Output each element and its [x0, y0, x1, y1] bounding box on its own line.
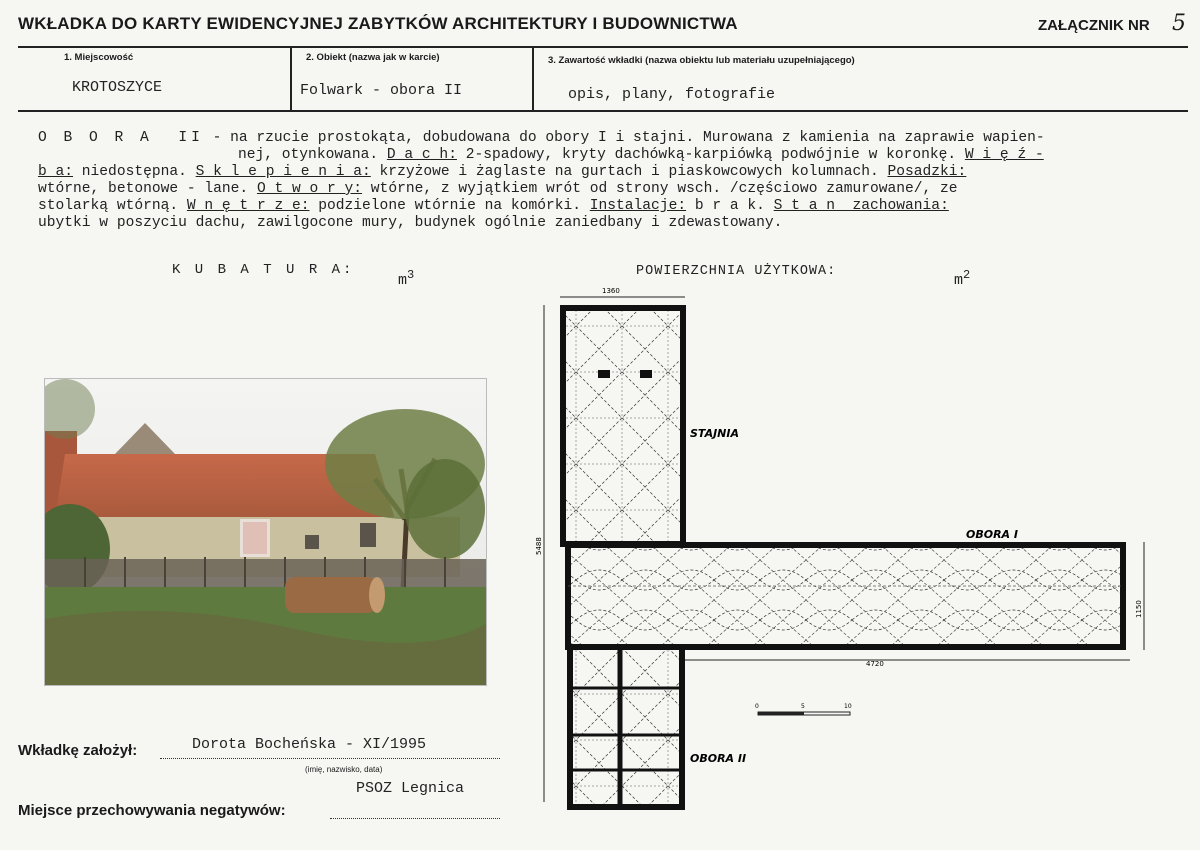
svg-text:5: 5 — [801, 703, 805, 710]
field-divider-2 — [532, 46, 534, 112]
field-1-value: KROTOSZYCE — [72, 79, 163, 96]
wiezba-heading: W i ę ź - — [964, 147, 1044, 163]
attachment-number: 5 — [1172, 11, 1186, 36]
founder-dotline — [160, 758, 500, 759]
dim-top: 1360 — [602, 287, 620, 295]
card-title: WKŁADKA DO KARTY EWIDENCYJNEJ ZABYTKÓW ARCHITEKTURY I BUDOWNICTWA — [18, 14, 738, 33]
header-rule-top — [18, 46, 1188, 48]
field-2-label: 2. Obiekt (nazwa jak w karcie) — [306, 52, 440, 63]
floor-plan — [530, 280, 1170, 820]
svg-text:10: 10 — [844, 703, 852, 710]
field-3-label: 3. Zawartość wkładki (nazwa obiektu lub materiału uzupełniającego) — [548, 55, 855, 66]
dach-heading: D a c h: — [386, 147, 457, 163]
obora-2-block — [570, 647, 682, 807]
founder-value: Dorota Bocheńska - XI/1995 — [192, 736, 427, 753]
stajnia-block — [563, 308, 683, 544]
svg-text:0: 0 — [755, 703, 759, 710]
stan-heading: S t a n zachowania: — [773, 198, 949, 214]
attachment-label: ZAŁĄCZNIK NR — [1038, 17, 1150, 34]
field-1-label: 1. Miejscowość — [64, 52, 134, 63]
founder-label: Wkładkę założył: — [18, 742, 138, 759]
label-obora-1: OBORA I — [966, 528, 1018, 541]
storage-dotline — [330, 818, 500, 819]
label-stajnia: STAJNIA — [690, 427, 739, 440]
otwory-heading: O t w o r y: — [256, 181, 363, 197]
founder-hint: (imię, nazwisko, data) — [305, 765, 383, 774]
storage-value: PSOZ Legnica — [356, 780, 465, 797]
label-obora-2: OBORA II — [690, 752, 747, 765]
kubatura-label: K U B A T U R A: — [172, 262, 355, 278]
powierzchnia-label: POWIERZCHNIA UŻYTKOWA: — [636, 264, 837, 279]
posadzki-heading: Posadzki: — [887, 164, 967, 180]
dim-right: 1150 — [1135, 600, 1143, 618]
obora-1-block — [568, 545, 1123, 647]
field-3-value: opis, plany, fotografie — [568, 86, 776, 103]
photo-illustration — [45, 379, 486, 685]
instalacje-heading: Instalacje: — [589, 198, 687, 214]
scale-bar — [755, 703, 852, 715]
header-rule-bottom — [18, 110, 1188, 112]
powierzchnia-unit: $m^2$ — [954, 268, 971, 289]
description-text: O B O R A II - na rzucie prostokąta, dobudowana do obory I i stajni. Murowana z kamienia na zaprawie wapien- nej, otynkowana. D a c h: 2-spadowy, kryty dachówką-karpiówką podwójnie w koronkę. W i ę ź - b a: niedostępna. S k l e p i e n i a: krzyżowe i żaglaste na gurtach i piaskowcowych kolumnach. Posadzki: wtórne, betonowe - lane. O t w o r y: wtórne, z wyjątkiem wrót od strony wsch. /częściowo zamurowane/, ze stolarką wtórną. W n ę t r z e: podzielone wtórnie na komórki. Instalacje: b r a k. S t a n zachowania: ubytki w poszyciu dachu, zawilgocone mury, budynek ogólnie zaniedbany i zdewastowany. — [38, 130, 1045, 231]
wnetrze-heading: W n ę t r z e: — [186, 198, 310, 214]
kubatura-unit: $m^3$ — [398, 268, 415, 289]
sklepienia-heading: S k l e p i e n i a: — [195, 164, 371, 180]
building-photo — [44, 378, 487, 686]
field-divider-1 — [290, 46, 292, 112]
obora-heading: O B O R A II — [38, 130, 204, 146]
field-2-value: Folwark - obora II — [300, 82, 463, 99]
storage-label: Miejsce przechowywania negatywów: — [18, 802, 286, 819]
dim-bottom: 4720 — [866, 660, 884, 668]
dim-left: 5488 — [535, 537, 543, 555]
